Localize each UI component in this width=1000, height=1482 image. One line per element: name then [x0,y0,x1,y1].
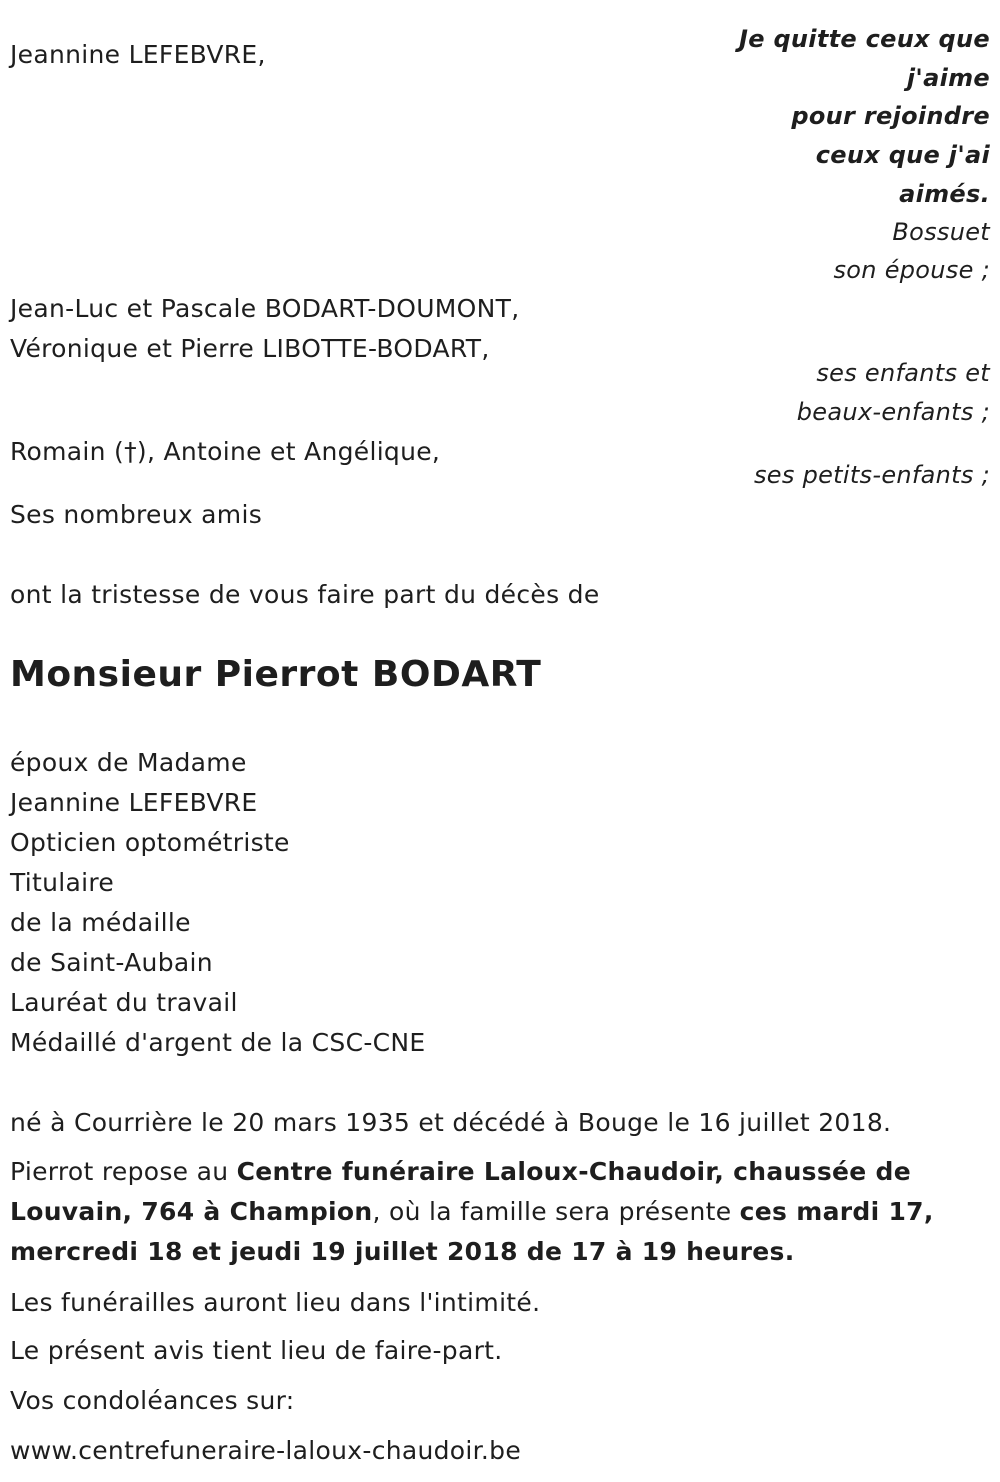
visitation-paragraph [10,1152,940,1272]
detail-line: époux de Madame [10,748,247,777]
quote-line-2: j'aime [906,64,990,92]
friends: Ses nombreux amis [10,500,263,529]
quote-author: Bossuet [892,218,990,246]
funeral-info: Les funérailles auront lieu dans l'intimité. [10,1288,541,1317]
deceased-name: Monsieur Pierrot BODART [10,654,542,695]
children-relation-line-2: beaux-enfants ; [796,398,990,426]
detail-line: Titulaire [10,868,115,897]
condolences-label: Vos condoléances sur: [10,1386,295,1415]
child-couple-1: Jean-Luc et Pascale BODART-DOUMONT, [10,294,520,323]
quote-line-1: Je quitte ceux que [738,25,990,53]
detail-line: Médaillé d'argent de la CSC-CNE [10,1028,426,1057]
detail-line: Lauréat du travail [10,988,238,1017]
quote-line-5: aimés. [899,180,990,208]
child-couple-2: Véronique et Pierre LIBOTTE-BODART, [10,334,490,363]
children-relation-line-1: ses enfants et [816,359,990,387]
notice: Le présent avis tient lieu de faire-part. [10,1336,503,1365]
quote-line-3: pour rejoindre [791,102,990,130]
birth-death: né à Courrière le 20 mars 1935 et décédé à Bouge le 16 juillet 2018. [10,1108,892,1137]
website-link[interactable]: www.centrefuneraire-laloux-chaudoir.be [10,1436,522,1465]
spouse-relation: son épouse ; [833,256,990,284]
detail-line: Jeannine LEFEBVRE [10,788,258,817]
visitation-intro: Pierrot repose au [10,1157,237,1186]
announcement: ont la tristesse de vous faire part du décès de [10,580,600,609]
grandchildren-relation: ses petits-enfants ; [753,461,990,489]
detail-line: Opticien optométriste [10,828,290,857]
detail-line: de Saint-Aubain [10,948,213,977]
visitation-middle: , où la famille sera présente [372,1197,740,1226]
visitation-place: Centre funéraire Laloux-Chaudoir, chaussée de Louvain, 764 à Champion [10,1157,911,1226]
spouse-name: Jeannine LEFEBVRE, [10,40,266,69]
detail-line: de la médaille [10,908,191,937]
quote-line-4: ceux que j'ai [815,141,990,169]
visitation-dates: ces mardi 17, mercredi 18 et jeudi 19 juillet 2018 de 17 à 19 heures. [10,1197,934,1266]
grandchildren-names: Romain (†), Antoine et Angélique, [10,437,441,466]
